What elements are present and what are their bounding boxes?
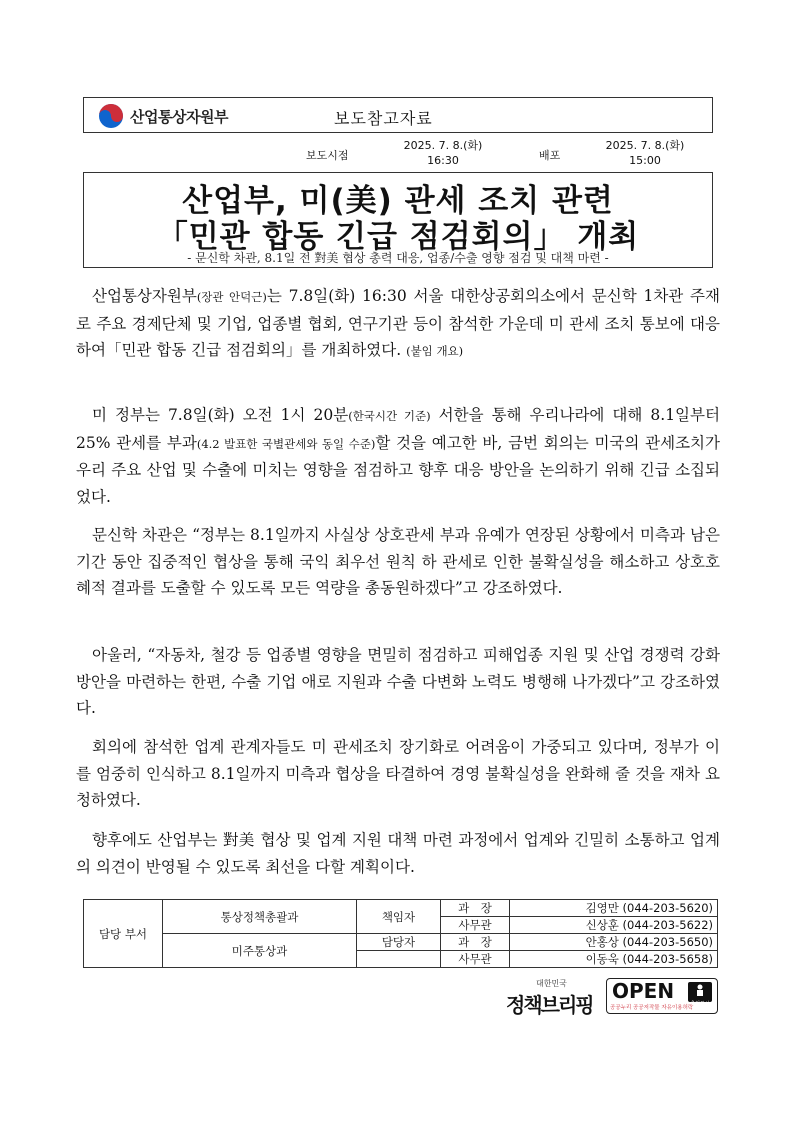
p1-note-minister: (장관 안덕근)	[196, 290, 267, 304]
person-cell: 신상훈 (044-203-5622)	[510, 917, 718, 934]
contact-table	[83, 899, 718, 968]
ministry-logo	[98, 104, 228, 128]
subtitle: - 문신학 차관, 8.1일 전 對美 협상 총력 대응, 업종/수출 영향 점검 및 대책 마련 -	[187, 251, 609, 265]
dept-2: 미주통상과	[163, 934, 357, 968]
person-icon	[688, 983, 712, 997]
p2-text-a: 미 정부는 7.8일(화) 오전 1시 20분	[92, 406, 349, 424]
open-label: OPEN	[612, 979, 675, 1003]
title-line-1: 산업부, 미(美) 관세 조치 관련	[182, 183, 614, 219]
responsible-label: 책임자	[357, 900, 441, 934]
paragraph-3: 문신학 차관은 “정부는 8.1일까지 사실상 상호관세 부과 유예가 연장된 상황에서 미측과 남은 기간 동안 집중적인 협상을 통해 국익 최우선 원칙 하 관세로 인한 불확실성을 해소하고 상호호혜적 결과를 도출할 수 있도록 모든 역량을 총동원하겠다”고 강조하였다.	[76, 526, 720, 597]
paragraph-5: 회의에 참석한 업계 관계자들도 미 관세조치 장기화로 어려움이 가중되고 있다며, 정부가 이를 엄중히 인식하고 8.1일까지 미측과 협상을 타결하여 경영 불확실성을 완화해 줄 것을 재차 요청하였다.	[76, 738, 720, 809]
open-sub: 공공누리 공공저작물 자유이용허락	[610, 1005, 694, 1011]
title-line-2: 「민관 합동 긴급 점검회의」 개최	[156, 219, 640, 255]
p1-text-b: 는 7.8일(화) 16:30 서울 대한상공회의소에서 문신학 1차관 주재로 주요 경제단체 및 기업, 업종별 협회, 연구기관 등이 참석한 가운데 미 관세 조치 통보에 대응하여「민관 합동 긴급 점검회의」를 개최하였다.	[76, 287, 720, 359]
paragraph-6: 향후에도 산업부는 對美 협상 및 업계 지원 대책 마련 과정에서 업계와 긴밀히 소통하고 업계의 의견이 반영될 수 있도록 최선을 다할 계획이다.	[76, 831, 720, 876]
p2-note-level: (4.2 발표한 국별관세와 동일 수준)	[196, 436, 376, 451]
distribution-date: 2025. 7. 8.(화)	[605, 139, 685, 152]
ministry-name: 산업통상자원부	[130, 107, 228, 126]
empty-cell	[357, 951, 441, 968]
release-time-clock: 16:30	[427, 154, 459, 167]
attribution-text: 출처표시	[690, 1001, 710, 1007]
table-row	[84, 900, 718, 917]
p1-note-attachment: (붙임 개요)	[406, 344, 464, 358]
title-box	[83, 172, 713, 268]
distribution-clock: 15:00	[629, 154, 661, 167]
table-row	[84, 934, 718, 951]
release-type: 보도참고자료	[334, 109, 433, 128]
role-cell: 사무관	[441, 951, 510, 968]
dept-1: 통상정책총괄과	[163, 900, 357, 934]
brief-small-text: 대한민국	[536, 979, 567, 988]
role-cell: 과 장	[441, 934, 510, 951]
header-box	[83, 97, 713, 133]
person-cell: 안홍상 (044-203-5650)	[510, 934, 718, 951]
role-cell: 과 장	[441, 900, 510, 917]
p2-text-b: 서한을 통해 우리나라에 대해 8.1일부터 25% 관세를 부과	[76, 406, 720, 452]
dept-label: 담당 부서	[84, 900, 163, 968]
person-cell: 김영만 (044-203-5620)	[510, 900, 718, 917]
release-time-date: 2025. 7. 8.(화)	[403, 139, 483, 152]
paragraph-4: 아울러, “자동차, 철강 등 업종별 영향을 면밀히 점검하고 피해업종 지원 및 산업 경쟁력 강화 방안을 마련하는 한편, 수출 기업 애로 지원과 수출 다변화 노력도 병행해 나가겠다”고 강조하였다.	[76, 646, 720, 717]
release-time-label: 보도시점	[306, 149, 349, 162]
staff-label: 담당자	[357, 934, 441, 951]
taeguk-emblem-icon	[98, 103, 124, 129]
brief-large-text: 정책브리핑	[506, 993, 593, 1017]
paragraph-1	[76, 283, 720, 365]
distribution-label: 배포	[539, 149, 561, 162]
role-cell: 사무관	[441, 917, 510, 934]
policy-briefing-logo	[506, 978, 602, 1017]
p1-text-a: 산업통상자원부	[92, 287, 197, 305]
distribution-time	[590, 138, 700, 168]
paragraph-2	[76, 402, 720, 510]
person-cell: 이동욱 (044-203-5658)	[510, 951, 718, 968]
p2-text-c: 할 것을 예고한 바, 금번 회의는 미국의 관세조치가 우리 주요 산업 및 수출에 미치는 영향을 점검하고 향후 대응 방안을 논의하기 위해 긴급 소집되었다.	[76, 433, 720, 506]
kogl-open-badge	[606, 978, 718, 1014]
attribution-icon	[688, 982, 712, 1007]
release-time	[388, 138, 498, 168]
p2-note-timezone: (한국시간 기준)	[348, 409, 431, 423]
